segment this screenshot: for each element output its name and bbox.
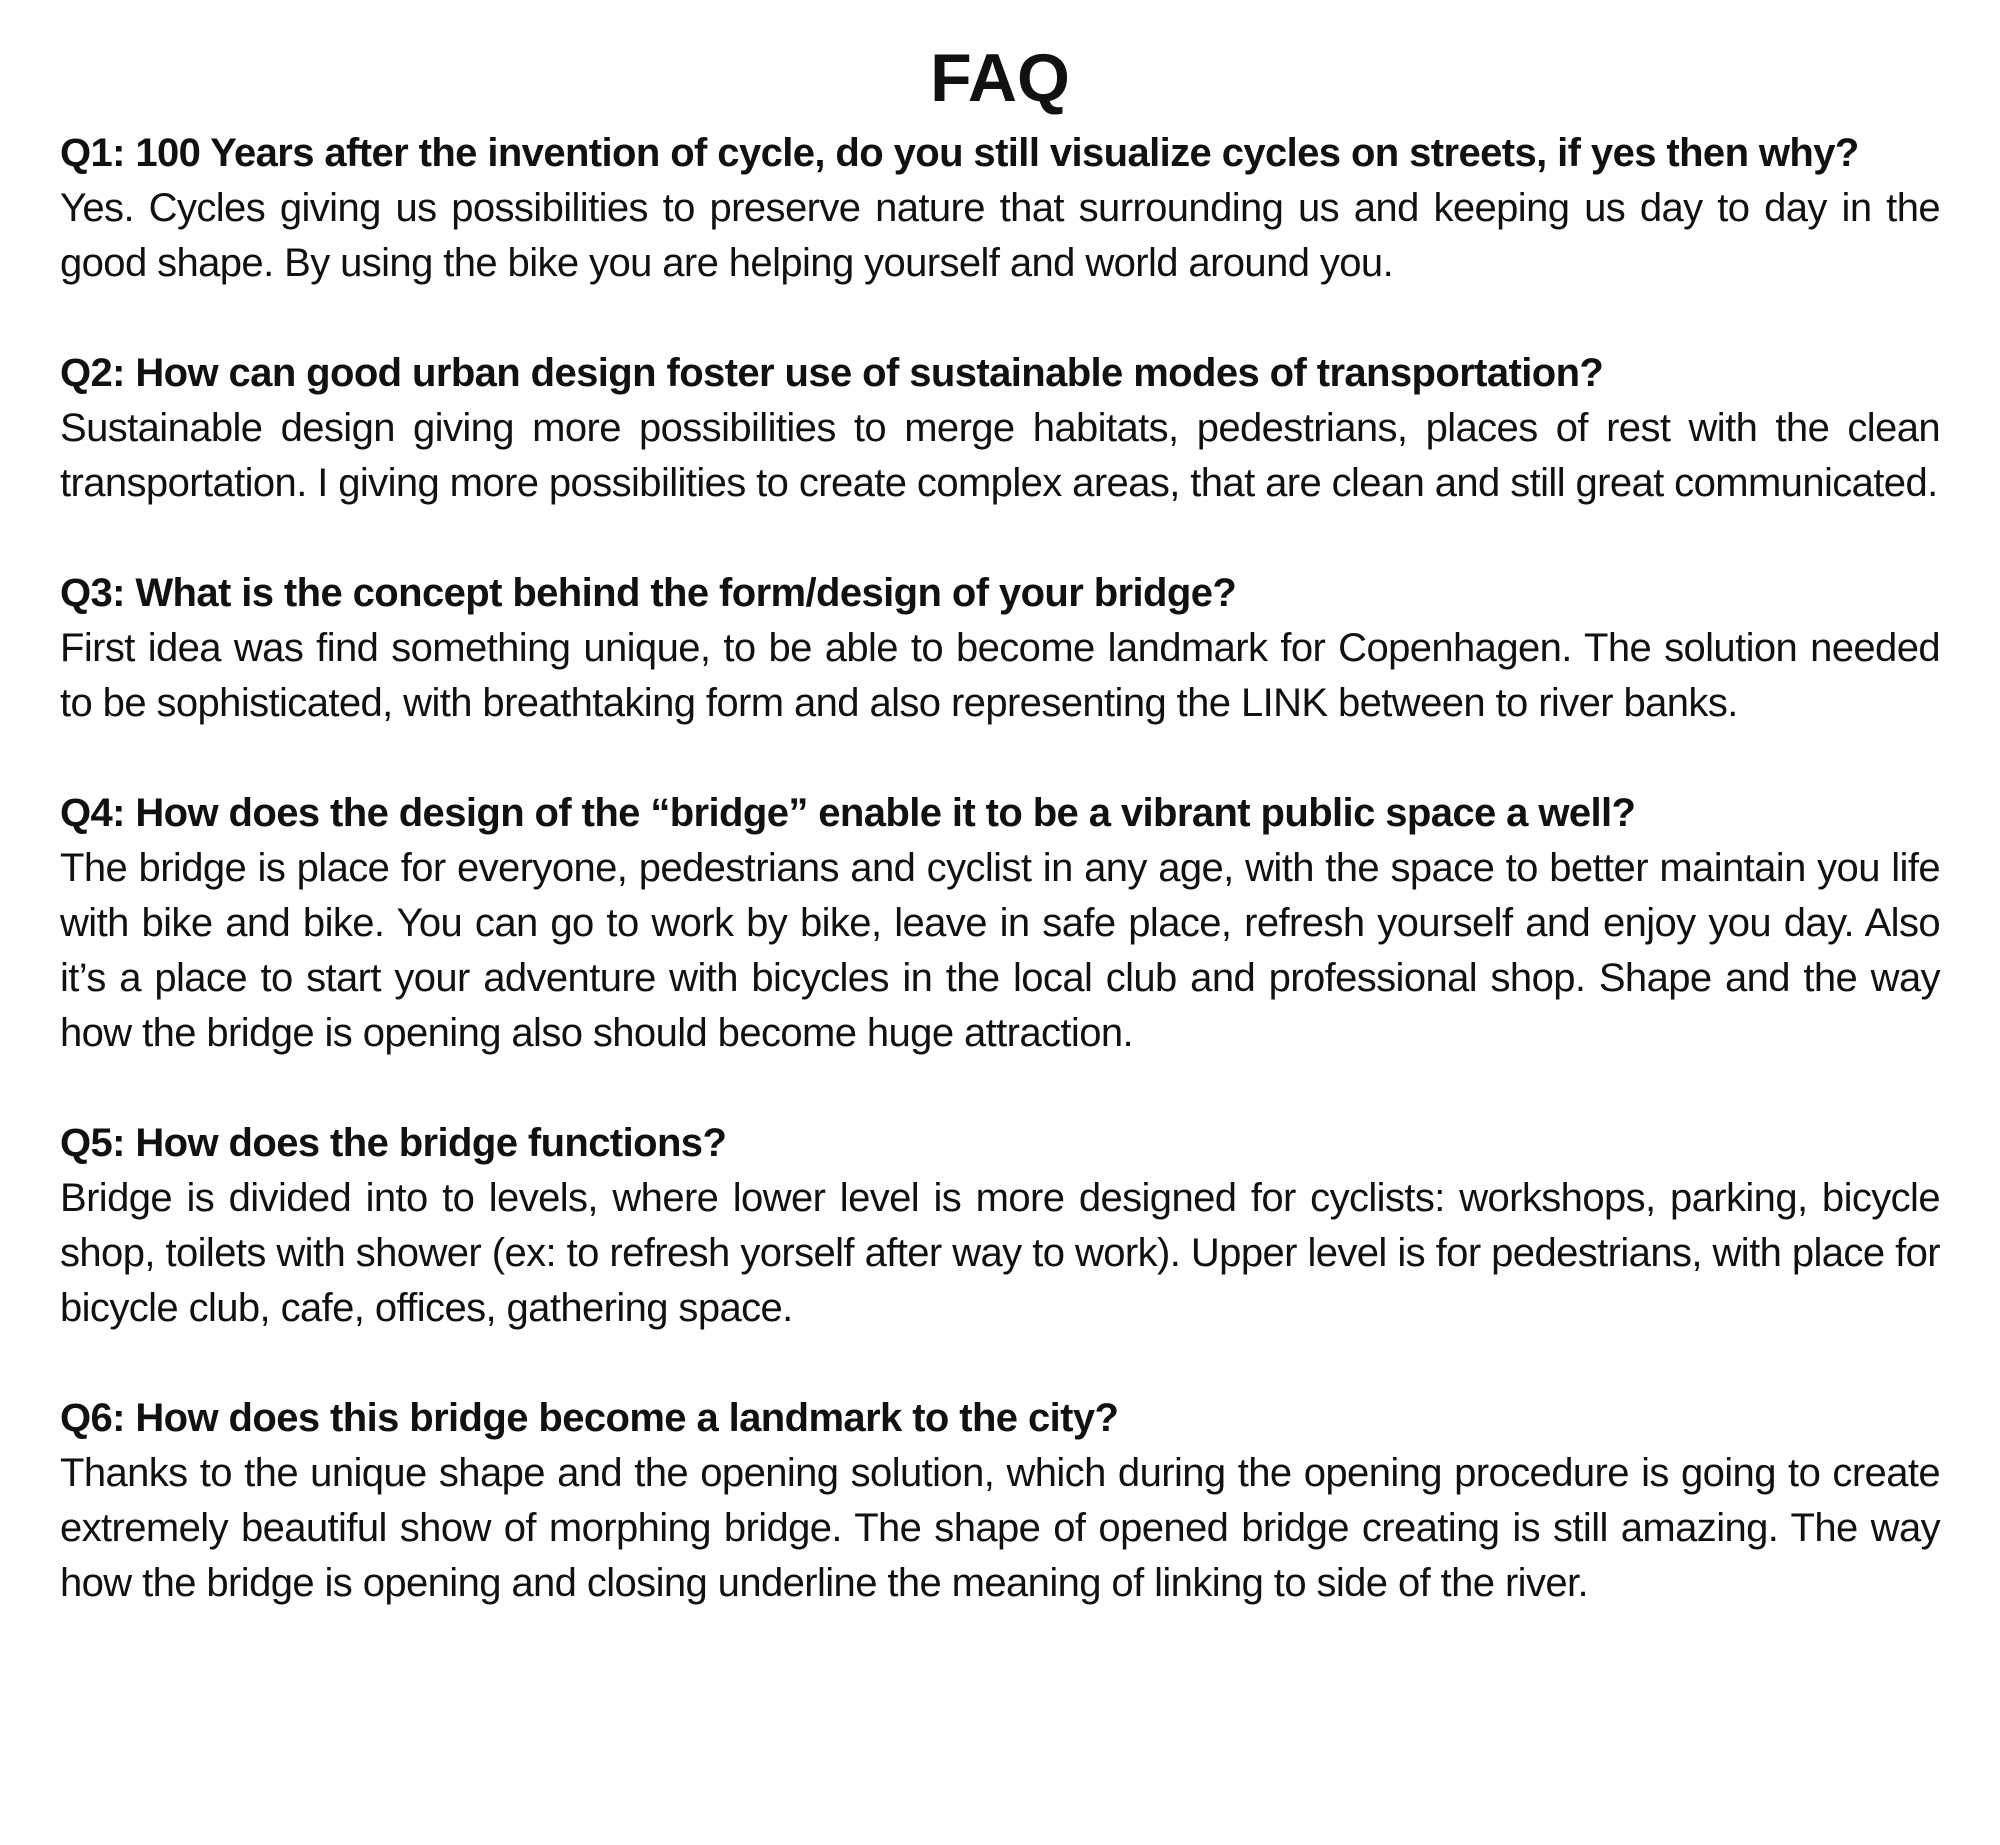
faq-answer: Bridge is divided into to levels, where lower level is more designed for cyclists: workshops, parking, bicycle shop, toilets with shower (ex: to refresh yorself after way to work). Upper level is for pedestrians, with place for bicycle club, cafe, offices, gathering space. xyxy=(60,1176,1940,1330)
faq-item-4 xyxy=(60,786,1940,1061)
faq-answer: First idea was find something unique, to be able to become landmark for Copenhagen. The solution needed to be sophisticated, with breathtaking form and also representing the LINK between to river banks. xyxy=(60,626,1940,725)
faq-question: Q1: 100 Years after the invention of cycle, do you still visualize cycles on streets, if yes then why? xyxy=(60,131,1859,175)
faq-question: Q2: How can good urban design foster use of sustainable modes of transportation? xyxy=(60,351,1604,395)
faq-answer: Yes. Cycles giving us possibilities to preserve nature that surrounding us and keeping us day to day in the good shape. By using the bike you are helping yourself and world around you. xyxy=(60,186,1940,285)
faq-item-5 xyxy=(60,1116,1940,1336)
faq-item-3 xyxy=(60,566,1940,731)
faq-answer: Thanks to the unique shape and the opening solution, which during the opening procedure is going to create extremely beautiful show of morphing bridge. The shape of opened bridge creating is still amazing. The way how the bridge is opening and closing underline the meaning of linking to side of the river. xyxy=(60,1451,1940,1605)
faq-question: Q4: How does the design of the “bridge” enable it to be a vibrant public space a well? xyxy=(60,791,1636,835)
faq-document xyxy=(60,0,1940,1611)
faq-question: Q5: How does the bridge functions? xyxy=(60,1121,727,1165)
faq-item-1 xyxy=(60,126,1940,291)
faq-answer: The bridge is place for everyone, pedestrians and cyclist in any age, with the space to better maintain you life with bike and bike. You can go to work by bike, leave in safe place, refresh yourself and enjoy you day. Also it’s a place to start your adventure with bicycles in the local club and professional shop. Shape and the way how the bridge is opening also should become huge attraction. xyxy=(60,846,1940,1055)
faq-question: Q6: How does this bridge become a landmark to the city? xyxy=(60,1396,1119,1440)
faq-item-6 xyxy=(60,1391,1940,1611)
faq-list xyxy=(60,126,1940,1611)
faq-answer: Sustainable design giving more possibilities to merge habitats, pedestrians, places of rest with the clean transportation. I giving more possibilities to create complex areas, that are clean and still great communicated. xyxy=(60,406,1940,505)
faq-question: Q3: What is the concept behind the form/design of your bridge? xyxy=(60,571,1237,615)
page-title: FAQ xyxy=(930,40,1070,116)
faq-item-2 xyxy=(60,346,1940,511)
